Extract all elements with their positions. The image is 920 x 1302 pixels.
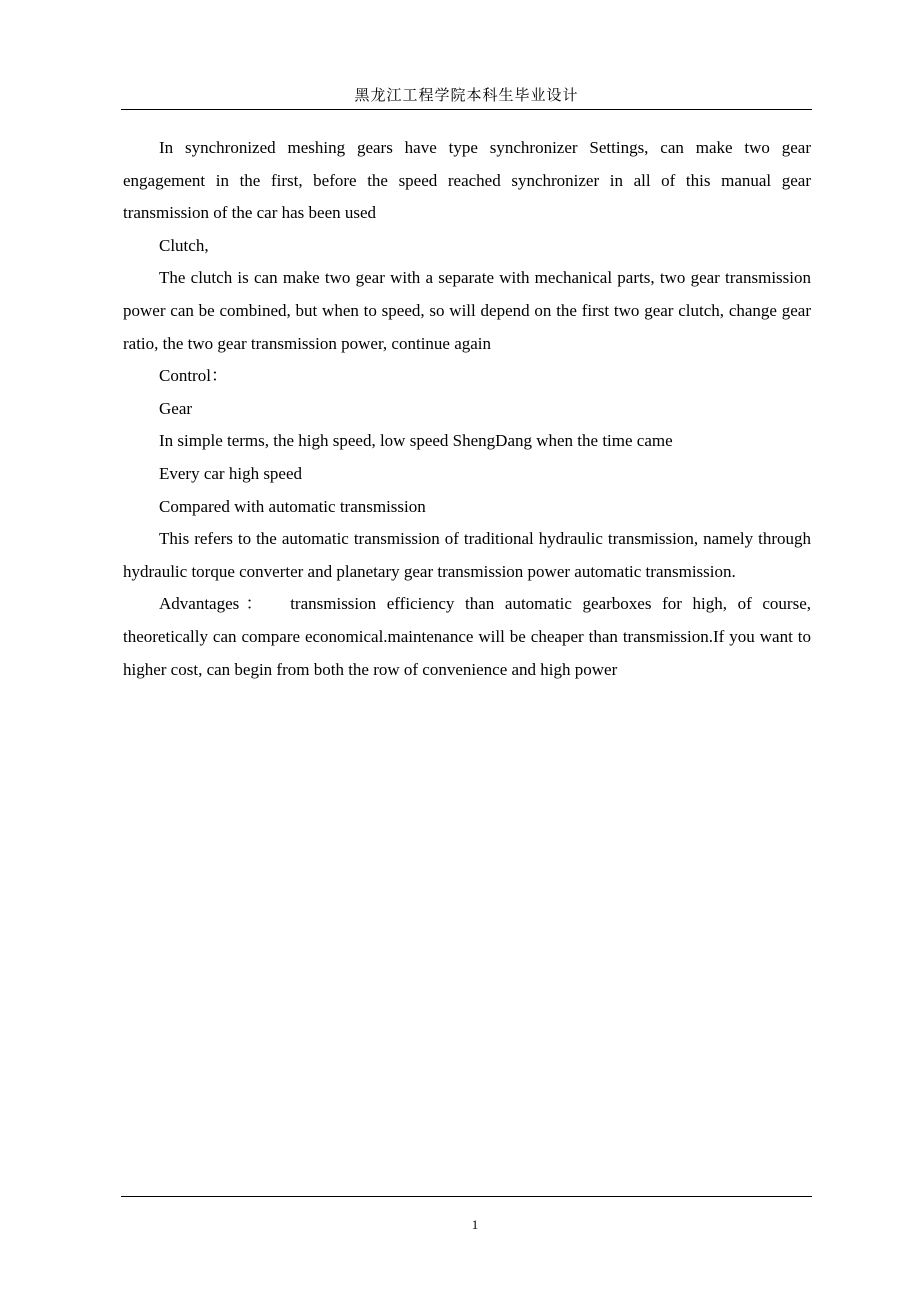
footer-divider bbox=[121, 1196, 812, 1197]
paragraph-high-speed: Every car high speed bbox=[159, 463, 303, 483]
paragraph-gear: In simple terms, the high speed, low speed ShengDang when the time came bbox=[159, 431, 673, 451]
paragraph-clutch-heading: Clutch, bbox=[159, 235, 209, 255]
document-body bbox=[123, 132, 824, 686]
page-number: 1 bbox=[471, 1217, 479, 1232]
paragraph-comparison-heading: Compared with automatic transmission bbox=[159, 496, 426, 516]
paragraph-control-heading: Control： bbox=[159, 366, 228, 386]
paragraph-synchronizer: In synchronized meshing gears have type synchronizer Settings, can make two gear engagement in the first, before the speed reached synchronizer in all of this manual gear transmission of the car has been used bbox=[123, 138, 811, 223]
header-divider bbox=[121, 109, 812, 110]
paragraph-advantages: Advantages： transmission efficiency than automatic gearboxes for high, of course, theoretically can compare economical.maintenance will be cheaper than transmission.If you want to higher cost, can begin from both the row of convenience and high power bbox=[123, 594, 824, 679]
page-header: 黑龙江工程学院本科生毕业设计 bbox=[354, 88, 579, 104]
paragraph-gear-heading: Gear bbox=[159, 398, 193, 418]
paragraph-clutch: The clutch is can make two gear with a separate with mechanical parts, two gear transmission power can be combined, but when to speed, so will depend on the first two gear clutch, change gear ratio, the two gear transmission power, continue again bbox=[123, 268, 811, 353]
paragraph-automatic: This refers to the automatic transmission of traditional hydraulic transmission, namely through hydraulic torque converter and planetary gear transmission power automatic transmission. bbox=[123, 529, 811, 581]
